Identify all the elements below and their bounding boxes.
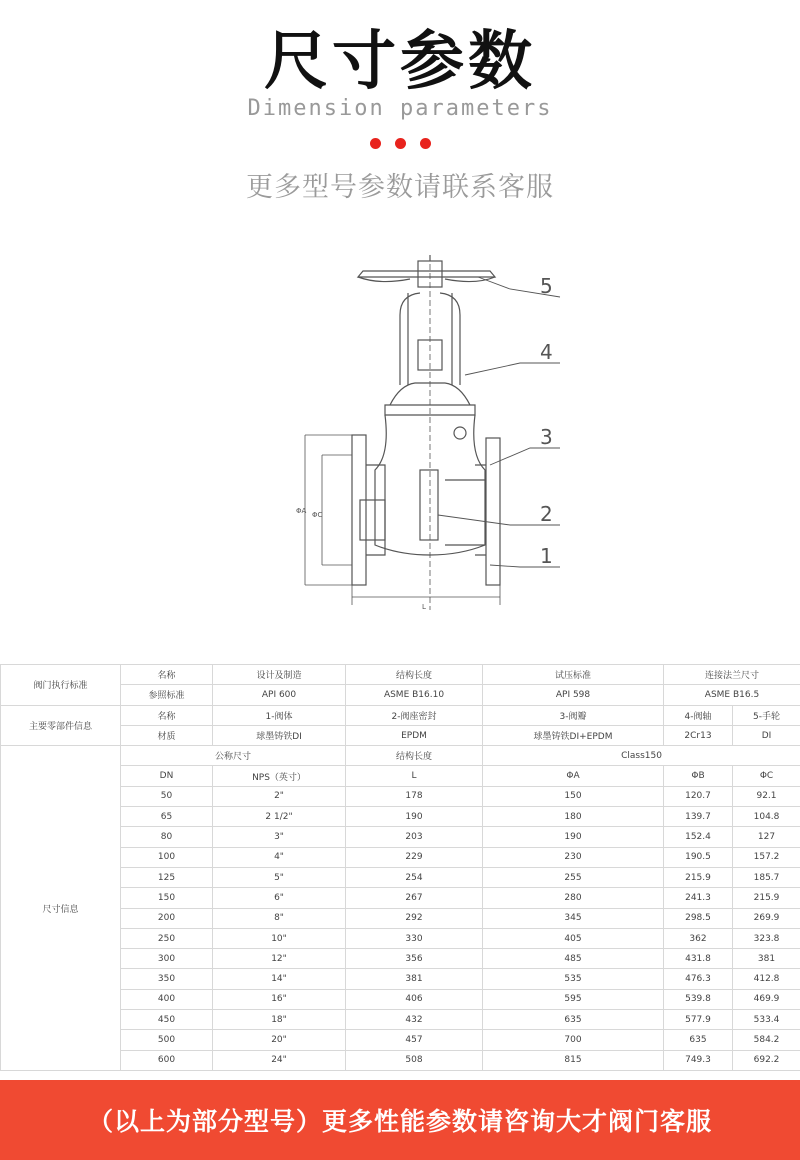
- table-cell: 150: [483, 786, 664, 806]
- table-cell: 539.8: [664, 989, 733, 1009]
- table-cell: 157.2: [733, 847, 800, 867]
- table-row: [1, 705, 800, 725]
- table-cell: 试压标准: [483, 665, 664, 685]
- table-row: [1, 1030, 800, 1050]
- table-cell: 18": [213, 1010, 346, 1030]
- table-cell: 356: [346, 949, 483, 969]
- dim-label-a: ΦA: [296, 507, 307, 515]
- page-title: 尺寸参数: [264, 25, 536, 99]
- table-cell: 5": [213, 867, 346, 887]
- table-col-header: ΦC: [733, 766, 800, 786]
- table-cell: 330: [346, 928, 483, 948]
- table-cell: 185.7: [733, 867, 800, 887]
- table-cell: 535: [483, 969, 664, 989]
- table-col-header: DN: [121, 766, 213, 786]
- table-cell: 300: [121, 949, 213, 969]
- table-cell: 692.2: [733, 1050, 800, 1070]
- table-row: [1, 1050, 800, 1070]
- table-cell: 结构长度: [346, 665, 483, 685]
- page-subtitle: 更多型号参数请联系客服: [246, 172, 554, 203]
- table-cell: 254: [346, 867, 483, 887]
- table-row: [1, 908, 800, 928]
- table-cell: 250: [121, 928, 213, 948]
- table-col-header: ΦB: [664, 766, 733, 786]
- table-cell: 406: [346, 989, 483, 1009]
- table-row: [1, 786, 800, 806]
- table-cell: 190.5: [664, 847, 733, 867]
- table-cell: 180: [483, 807, 664, 827]
- table-cell: 577.9: [664, 1010, 733, 1030]
- table-cell: 600: [121, 1050, 213, 1070]
- table-cell: 4": [213, 847, 346, 867]
- callout-5: 5: [540, 274, 553, 298]
- table-row: [1, 725, 800, 745]
- table-cell: 12": [213, 949, 346, 969]
- table-cell: DI: [733, 725, 800, 745]
- table-cell: 材质: [121, 725, 213, 745]
- table-cell: 500: [121, 1030, 213, 1050]
- table-cell: 6": [213, 888, 346, 908]
- table-row: [1, 888, 800, 908]
- table-cell: 2-阀座密封: [346, 705, 483, 725]
- red-dot-icon: [395, 138, 406, 149]
- table-cell: 450: [121, 1010, 213, 1030]
- callout-2: 2: [540, 502, 553, 526]
- table-cell: 215.9: [733, 888, 800, 908]
- table-cell: 3-阀瓣: [483, 705, 664, 725]
- table-cell: 92.1: [733, 786, 800, 806]
- table-cell: 104.8: [733, 807, 800, 827]
- table-cell: 150: [121, 888, 213, 908]
- table-row: [1, 969, 800, 989]
- red-dot-icon: [370, 138, 381, 149]
- table-cell: API 600: [213, 685, 346, 705]
- table-cell: 178: [346, 786, 483, 806]
- table-cell: 139.7: [664, 807, 733, 827]
- table-cell: 4-阀轴: [664, 705, 733, 725]
- callout-4: 4: [540, 340, 553, 364]
- table-row: [1, 847, 800, 867]
- dim-label-c: ΦC: [312, 511, 323, 519]
- red-dot-icon: [420, 138, 431, 149]
- table-cell: 350: [121, 969, 213, 989]
- table-row: [1, 685, 800, 705]
- table-row: [1, 766, 800, 786]
- table-cell: 参照标准: [121, 685, 213, 705]
- table-cell: 292: [346, 908, 483, 928]
- dim-label-l: L: [422, 603, 426, 611]
- table-row: [1, 665, 800, 685]
- table-cell: 241.3: [664, 888, 733, 908]
- table-group-header: Class150: [483, 746, 800, 766]
- table-cell: 749.3: [664, 1050, 733, 1070]
- table-cell: 14": [213, 969, 346, 989]
- page-title-english: Dimension parameters: [247, 96, 553, 121]
- table-col-header: ΦA: [483, 766, 664, 786]
- table-cell: ASME B16.10: [346, 685, 483, 705]
- table-cell: 533.4: [733, 1010, 800, 1030]
- standards-row-label: 阀门执行标准: [1, 665, 121, 706]
- table-cell: 815: [483, 1050, 664, 1070]
- table-cell: 24": [213, 1050, 346, 1070]
- table-cell: 名称: [121, 705, 213, 725]
- table-cell: 230: [483, 847, 664, 867]
- table-cell: 设计及制造: [213, 665, 346, 685]
- table-cell: 16": [213, 989, 346, 1009]
- table-row: [1, 1010, 800, 1030]
- table-cell: 2 1/2": [213, 807, 346, 827]
- table-cell: 432: [346, 1010, 483, 1030]
- callout-1: 1: [540, 544, 553, 568]
- page-header: [0, 0, 800, 220]
- table-row: [1, 807, 800, 827]
- table-cell: 80: [121, 827, 213, 847]
- table-cell: 3": [213, 827, 346, 847]
- table-cell: ASME B16.5: [664, 685, 800, 705]
- table-cell: 485: [483, 949, 664, 969]
- table-cell: 连接法兰尺寸: [664, 665, 800, 685]
- table-cell: 345: [483, 908, 664, 928]
- table-cell: 635: [664, 1030, 733, 1050]
- table-cell: API 598: [483, 685, 664, 705]
- table-group-header: 公称尺寸: [121, 746, 346, 766]
- decorative-dots: [0, 138, 800, 152]
- handwheel-icon: [358, 255, 495, 287]
- table-cell: 名称: [121, 665, 213, 685]
- table-cell: 584.2: [733, 1030, 800, 1050]
- table-cell: 269.9: [733, 908, 800, 928]
- dimensions-row-label: 尺寸信息: [1, 746, 121, 1071]
- table-cell: 362: [664, 928, 733, 948]
- table-cell: 267: [346, 888, 483, 908]
- table-cell: 65: [121, 807, 213, 827]
- table-cell: 球墨铸铁DI+EPDM: [483, 725, 664, 745]
- table-cell: 50: [121, 786, 213, 806]
- table-cell: 100: [121, 847, 213, 867]
- table-cell: 球墨铸铁DI: [213, 725, 346, 745]
- table-cell: 298.5: [664, 908, 733, 928]
- table-cell: 120.7: [664, 786, 733, 806]
- footer-text: （以上为部分型号）更多性能参数请咨询大才阀门客服: [87, 1107, 712, 1136]
- table-cell: 595: [483, 989, 664, 1009]
- table-cell: 323.8: [733, 928, 800, 948]
- table-cell: 2": [213, 786, 346, 806]
- table-cell: 20": [213, 1030, 346, 1050]
- table-cell: 10": [213, 928, 346, 948]
- footer-banner: [0, 1080, 800, 1160]
- table-cell: 476.3: [664, 969, 733, 989]
- table-col-header: L: [346, 766, 483, 786]
- table-row: [1, 746, 800, 766]
- table-cell: 1-阀体: [213, 705, 346, 725]
- table-cell: 5-手轮: [733, 705, 800, 725]
- table-cell: 152.4: [664, 827, 733, 847]
- table-cell: 508: [346, 1050, 483, 1070]
- table-cell: 381: [733, 949, 800, 969]
- table-col-header: NPS（英寸）: [213, 766, 346, 786]
- table-cell: 457: [346, 1030, 483, 1050]
- table-row: [1, 989, 800, 1009]
- table-cell: 469.9: [733, 989, 800, 1009]
- table-cell: 280: [483, 888, 664, 908]
- callout-3: 3: [540, 425, 553, 449]
- gate-valve-drawing: [290, 255, 570, 615]
- table-cell: EPDM: [346, 725, 483, 745]
- table-row: [1, 827, 800, 847]
- table-cell: 412.8: [733, 969, 800, 989]
- table-cell: 635: [483, 1010, 664, 1030]
- table-row: [1, 949, 800, 969]
- table-cell: 431.8: [664, 949, 733, 969]
- table-cell: 190: [346, 807, 483, 827]
- parts-row-label: 主要零部件信息: [1, 705, 121, 746]
- table-cell: 381: [346, 969, 483, 989]
- table-cell: 203: [346, 827, 483, 847]
- table-cell: 127: [733, 827, 800, 847]
- table-cell: 190: [483, 827, 664, 847]
- table-row: [1, 867, 800, 887]
- table-cell: 215.9: [664, 867, 733, 887]
- table-cell: 2Cr13: [664, 725, 733, 745]
- table-cell: 125: [121, 867, 213, 887]
- table-cell: 405: [483, 928, 664, 948]
- table-cell: 255: [483, 867, 664, 887]
- table-row: [1, 928, 800, 948]
- table-group-header: 结构长度: [346, 746, 483, 766]
- spec-table: [0, 664, 800, 1071]
- table-cell: 700: [483, 1030, 664, 1050]
- table-cell: 8": [213, 908, 346, 928]
- table-cell: 200: [121, 908, 213, 928]
- table-cell: 400: [121, 989, 213, 1009]
- table-cell: 229: [346, 847, 483, 867]
